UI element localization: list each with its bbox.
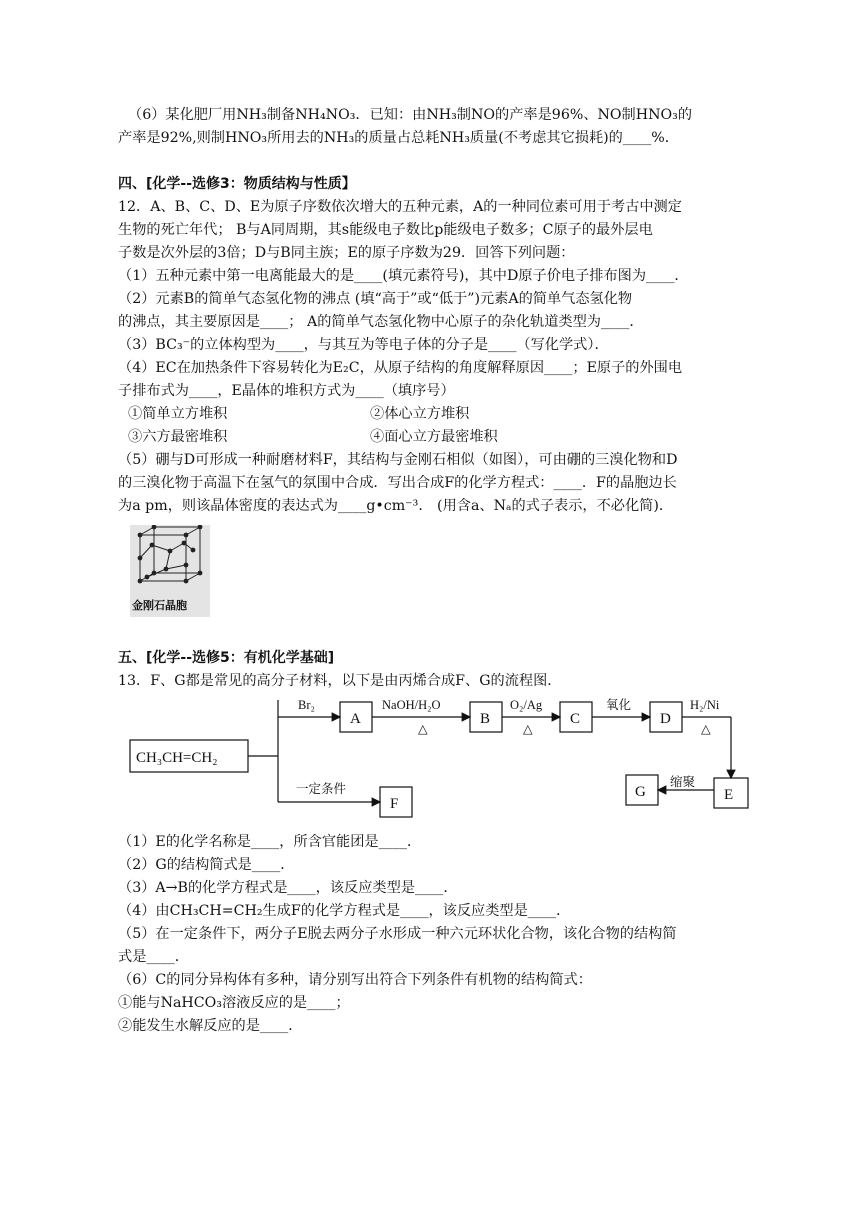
q12-part5-line3: 为a pm，则该晶体密度的表达式为____g•cm⁻³． (用含a、Nₐ的式子表示，不必化简)． [118, 498, 674, 514]
q12-part2-line1: （2）元素B的简单气态氢化物的沸点 (填“高于”或“低于”)元素A的简单气态氢化物 [118, 291, 633, 307]
q13-part4: （4）由CH₃CH=CH₂生成F的化学方程式是____，该反应类型是____． [118, 903, 571, 919]
section5-heading: 五、[化学--选修5：有机化学基础] [118, 650, 335, 666]
q13-part6a: ①能与NaHCO₃溶液反应的是____； [118, 995, 350, 1011]
heat-3: △ [701, 722, 711, 736]
option-4: ④面心立方最密堆积 [370, 429, 498, 445]
q12-part4-line1: （4）EC在加热条件下容易转化为E₂C，从原子结构的角度解释原因____；E原子的外围电 [118, 360, 683, 376]
option-3: ③六方最密堆积 [128, 429, 228, 445]
q13-part1: （1）E的化学名称是____，所含官能团是____． [118, 834, 422, 850]
label-c: C [570, 711, 581, 727]
propene-label: CH₃CH=CH₂ [136, 750, 218, 766]
reagent-h2ni: H₂/Ni [690, 698, 720, 712]
q12-intro-1: 12．A、B、C、D、E为原子序数依次增大的五种元素，A的一种同位素可用于考古中测定 [118, 199, 682, 215]
q11-6-line2: 产率是92%,则制HNO₃所用去的NH₃的质量占总耗NH₃质量(不考虑其它损耗)的____%． [118, 130, 679, 146]
section4-heading: 四、[化学--选修3：物质结构与性质】 [118, 176, 356, 192]
q12-part3: （3）BC₃⁻的立体构型为____，与其互为等电子体的分子是____（写化学式）． [118, 337, 609, 353]
q11-6-line1: （6）某化肥厂用NH₃制备NH₄NO₃．已知：由NH₃制NO的产率是96%、NO制HNO₃的 [128, 107, 693, 123]
reagent-br2: Br₂ [298, 698, 315, 712]
q12-part2-line2: 的沸点，其主要原因是____； A的简单气态氢化物中心原子的杂化轨道类型为____． [118, 314, 644, 330]
label-b: B [480, 711, 491, 727]
reagent-o2ag: O₂/Ag [510, 698, 543, 712]
heat-2: △ [523, 722, 533, 736]
crystal-caption: 金刚石晶胞 [132, 599, 187, 612]
q12-intro-2: 生物的死亡年代； B与A同周期，其s能级电子数比p能级电子数多；C原子的最外层电 [118, 222, 653, 238]
option-2: ②体心立方堆积 [370, 406, 470, 422]
label-d: D [660, 711, 671, 727]
heat-1: △ [418, 722, 428, 736]
condition-f: 一定条件 [296, 782, 347, 796]
q13-intro: 13．F、G都是常见的高分子材料，以下是由丙烯合成F、G的流程图． [118, 673, 562, 689]
synthesis-flow-diagram [118, 690, 758, 825]
q13-part6b: ②能发生水解反应的是____． [118, 1018, 303, 1034]
q13-part6: （6）C的同分异构体有多种，请分别写出符合下列条件有机物的结构简式： [118, 972, 592, 988]
diamond-unit-cell-figure [130, 525, 210, 617]
q12-part5-line1: （5）硼与D可形成一种耐磨材料F，其结构与金刚石相似（如图），可由硼的三溴化物和D [118, 452, 678, 468]
option-1: ①简单立方堆积 [128, 406, 228, 422]
reagent-oxidation: 氧化 [606, 698, 632, 712]
label-g: G [635, 784, 646, 800]
label-e: E [724, 787, 734, 803]
label-f: F [390, 796, 399, 812]
q13-part3: （3）A→B的化学方程式是____，该反应类型是____． [118, 880, 458, 896]
q13-part2: （2）G的结构简式是____． [118, 857, 295, 873]
q12-intro-3: 子数是次外层的3倍；D与B同主族；E的原子序数为29．回答下列问题： [118, 245, 575, 261]
q13-part5-line1: （5）在一定条件下，两分子E脱去两分子水形成一种六元环状化合物，该化合物的结构简 [118, 926, 677, 942]
q12-part1: （1）五种元素中第一电离能最大的是____(填元素符号)，其中D原子价电子排布图为____． [118, 268, 689, 284]
label-a: A [350, 711, 361, 727]
reagent-naoh: NaOH/H₂O [382, 698, 441, 712]
q13-part5-line2: 式是____． [118, 949, 189, 965]
q12-part5-line2: 的三溴化物于高温下在氢气的氛围中合成．写出合成F的化学方程式：____．F的晶胞边长 [118, 475, 677, 491]
polycondensation-label: 缩聚 [670, 775, 696, 789]
q12-part4-line2: 子排布式为____，E晶体的堆积方式为____（填序号） [118, 383, 455, 399]
